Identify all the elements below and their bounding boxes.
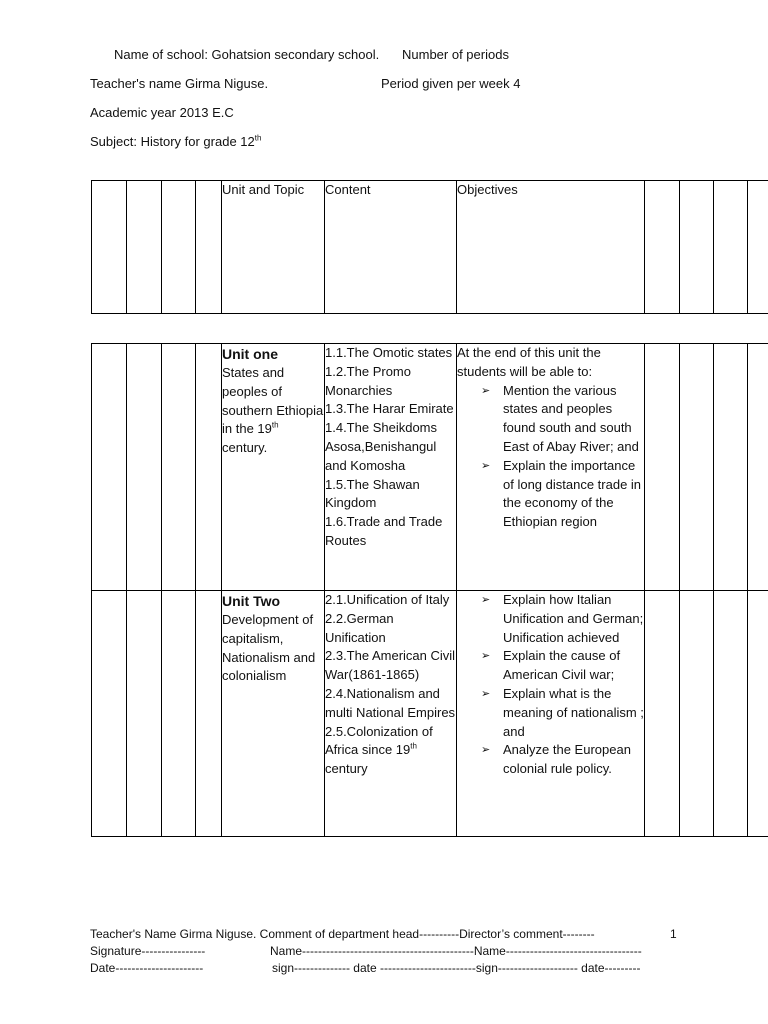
content-item: 2.2.German Unification <box>325 610 394 645</box>
content-item: 1.4.The Sheikdoms Asosa,Benishangul and Komosha <box>325 420 438 473</box>
row1-teaching-aids <box>645 344 680 591</box>
col-periods <box>196 181 222 314</box>
content-item: 1.5.The Shawan Kingdom <box>325 476 420 511</box>
content-item: 2.4.Nationalism and multi National Empires <box>325 685 456 720</box>
col-objectives: Objectives <box>457 181 645 314</box>
arrow-bullet-icon: ➢ <box>481 594 491 606</box>
unit-title: Unit Two <box>222 593 281 609</box>
school-name: Name of school: Gohatsion secondary school. <box>114 47 380 62</box>
table-row <box>92 344 768 591</box>
col-teaching-aids <box>645 181 680 314</box>
row2-teaching-method <box>680 591 714 837</box>
content-item: 2.1.Unification of Italy <box>325 592 450 607</box>
row2-objectives <box>457 591 645 837</box>
unit-topic: States and peoples of southern Ethiopia in the 19th century. <box>222 365 324 456</box>
number-of-periods: Number of periods <box>402 47 509 62</box>
col-evaluation <box>714 181 748 314</box>
period-per-week: Period given per week 4 <box>381 76 521 91</box>
row2-remark <box>748 591 768 837</box>
row2-week <box>162 591 196 837</box>
row1-teaching-method <box>680 344 714 591</box>
arrow-bullet-icon: ➢ <box>481 744 491 757</box>
col-unit-topic: Unit and Topic <box>222 181 325 314</box>
row1-evaluation <box>714 344 748 591</box>
col-teaching-method <box>680 181 714 314</box>
footer-line-1: Teacher's Name Girma Niguse. Comment of department head----------Director’s comment-------- <box>90 927 595 941</box>
row1-unit-topic <box>222 344 325 591</box>
unit-title: Unit one <box>222 346 278 362</box>
header-table <box>91 180 768 314</box>
content-item: 2.5.Colonization of Africa since 19th century <box>325 723 433 777</box>
sign-date-line: sign-------------- date ------------------------sign-------------------- date--------- <box>272 961 641 975</box>
name-line: Name-------------------------------------------Name---------------------------------- <box>270 944 642 958</box>
row1-month <box>127 344 162 591</box>
arrow-bullet-icon: ➢ <box>481 650 491 663</box>
row1-remark <box>748 344 768 591</box>
row2-content <box>325 591 457 837</box>
objective-item: ➢ Explain the importance of long distance trade in the economy of the Ethiopian region <box>481 457 642 530</box>
table-row <box>92 591 768 837</box>
page-number: 1 <box>670 927 677 941</box>
teacher-name: Teacher's name Girma Niguse. <box>90 76 269 91</box>
objective-item: ➢ Explain what is the meaning of nationalism ; and <box>481 685 644 739</box>
signature-line: Signature---------------- <box>90 944 206 958</box>
row2-periods <box>196 591 222 837</box>
date-line: Date---------------------- <box>90 961 204 975</box>
col-semester <box>92 181 127 314</box>
plan-table <box>91 343 768 837</box>
row1-semester <box>92 344 127 591</box>
col-week <box>162 181 196 314</box>
row1-week <box>162 344 196 591</box>
subject <box>90 134 261 149</box>
content-item: 1.6.Trade and Trade Routes <box>325 514 443 548</box>
objective-item: ➢ Explain the cause of American Civil war; <box>481 648 621 683</box>
objective-item: ➢ Explain how Italian Unification and German; Unification achieved <box>481 592 644 645</box>
content-item: 1.3.The Harar Emirate <box>325 401 454 417</box>
row2-teaching-aids <box>645 591 680 837</box>
arrow-bullet-icon: ➢ <box>481 384 491 397</box>
unit-topic: Development of capitalism, Nationalism and colonialism <box>222 612 316 684</box>
subject-sup: th <box>254 133 262 143</box>
subject-text: Subject: History for grade 12 <box>90 134 255 149</box>
content-item: 1.1.The Omotic states <box>325 345 453 360</box>
objective-item: ➢ Analyze the European colonial rule policy. <box>481 742 631 777</box>
row1-periods <box>196 344 222 591</box>
content-item: 2.3.The American Civil War(1861-1865) <box>325 648 456 683</box>
row2-unit-topic <box>222 591 325 837</box>
row2-semester <box>92 591 127 837</box>
arrow-bullet-icon: ➢ <box>481 459 491 472</box>
row2-evaluation <box>714 591 748 837</box>
col-remark <box>748 181 768 314</box>
col-content: Content <box>325 181 457 314</box>
content-item: 1.2.The Promo Monarchies <box>325 363 411 398</box>
arrow-bullet-icon: ➢ <box>481 687 491 700</box>
objectives-intro: At the end of this unit the students will be able to: <box>457 345 601 379</box>
row1-content <box>325 344 457 591</box>
col-month <box>127 181 162 314</box>
row2-month <box>127 591 162 837</box>
academic-year: Academic year 2013 E.C <box>90 105 234 120</box>
row1-objectives <box>457 344 645 591</box>
objective-item: ➢ Mention the various states and peoples found south and south East of Abay River; and <box>481 382 639 454</box>
